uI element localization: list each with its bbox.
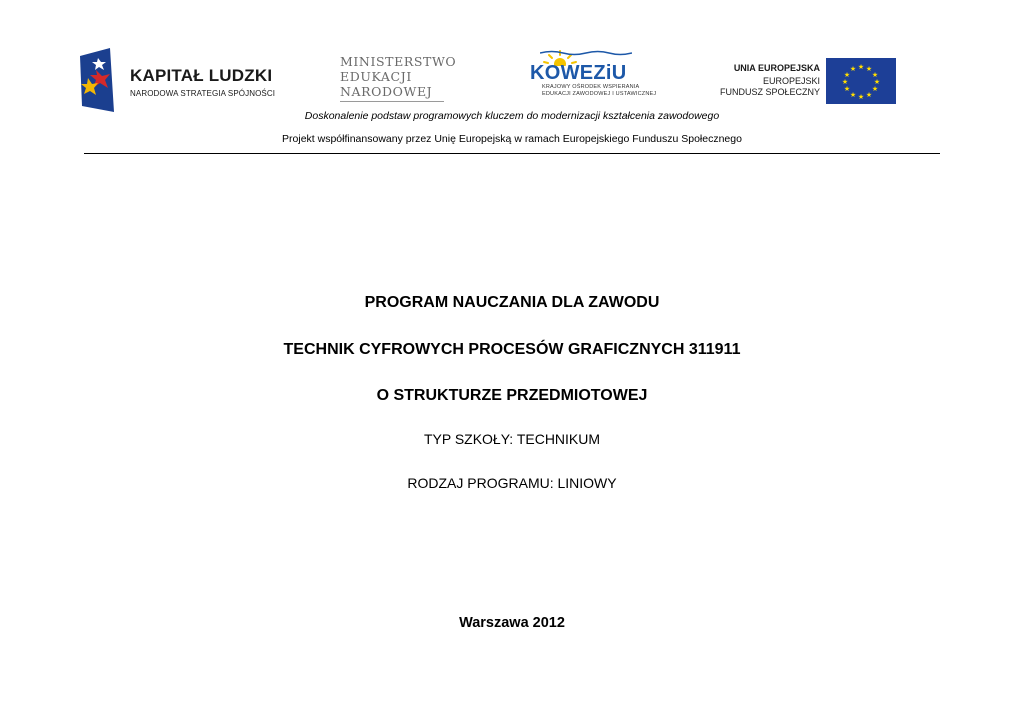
men-line-1: MINISTERSTWO <box>340 54 457 69</box>
eu-line-3: FUNDUSZ SPOŁECZNY <box>719 87 820 97</box>
document-title-line-2: TECHNIK CYFROWYCH PROCESÓW GRAFICZNYCH 311911 <box>283 341 741 358</box>
eu-flag-icon <box>826 58 896 104</box>
men-line-3: NARODOWEJ <box>340 84 433 99</box>
svg-text:★: ★ <box>871 71 879 79</box>
kapital-ludzki-title: KAPITAŁ LUDZKI <box>130 66 273 85</box>
kapital-ludzki-subtitle: NARODOWA STRATEGIA SPÓJNOŚCI <box>130 89 276 98</box>
school-type: TYP SZKOŁY: TECHNIKUM <box>423 431 601 447</box>
koweziu-logo <box>526 50 657 106</box>
svg-text:★: ★ <box>843 85 851 93</box>
document-title-line-3: O STRUKTURZE PRZEDMIOTOWEJ <box>376 387 648 404</box>
svg-text:★: ★ <box>857 93 865 101</box>
program-type: RODZAJ PROGRAMU: LINIOWY <box>407 475 617 491</box>
koweziu-subtitle-1: KRAJOWY OŚRODEK WSPIERANIA <box>542 84 640 90</box>
svg-text:★: ★ <box>849 91 857 99</box>
svg-text:★: ★ <box>857 63 865 71</box>
eu-logo <box>720 58 898 106</box>
svg-text:★: ★ <box>865 91 873 99</box>
wave-icon <box>540 50 632 56</box>
svg-text:★: ★ <box>871 85 879 93</box>
kapital-ludzki-emblem-icon <box>74 48 124 114</box>
koweziu-wordmark: KOWEZiU <box>530 62 627 84</box>
cofinancing-note: Projekt współfinansowany przez Unię Europejską w ramach Europejskiego Funduszu Społecznego <box>282 133 742 145</box>
svg-text:★: ★ <box>843 71 851 79</box>
svg-text:★: ★ <box>849 65 857 73</box>
men-logo <box>338 52 458 104</box>
eu-line-2: EUROPEJSKI <box>762 76 820 86</box>
men-underline <box>340 101 444 102</box>
project-tagline: Doskonalenie podstaw programowych kluczem do modernizacji kształcenia zawodowego <box>304 110 720 122</box>
eu-line-1: UNIA EUROPEJSKA <box>733 63 820 73</box>
document-title-line-1: PROGRAM NAUCZANIA DLA ZAWODU <box>364 294 660 311</box>
svg-text:★: ★ <box>873 78 881 86</box>
kapital-ludzki-logo <box>74 46 284 116</box>
men-line-2: EDUKACJI <box>340 69 412 84</box>
svg-text:★: ★ <box>841 78 849 86</box>
place-and-year: Warszawa 2012 <box>459 615 565 631</box>
svg-text:★: ★ <box>865 65 873 73</box>
header-divider <box>84 153 940 154</box>
koweziu-subtitle-2: EDUKACJI ZAWODOWEJ I USTAWICZNEJ <box>542 91 657 97</box>
